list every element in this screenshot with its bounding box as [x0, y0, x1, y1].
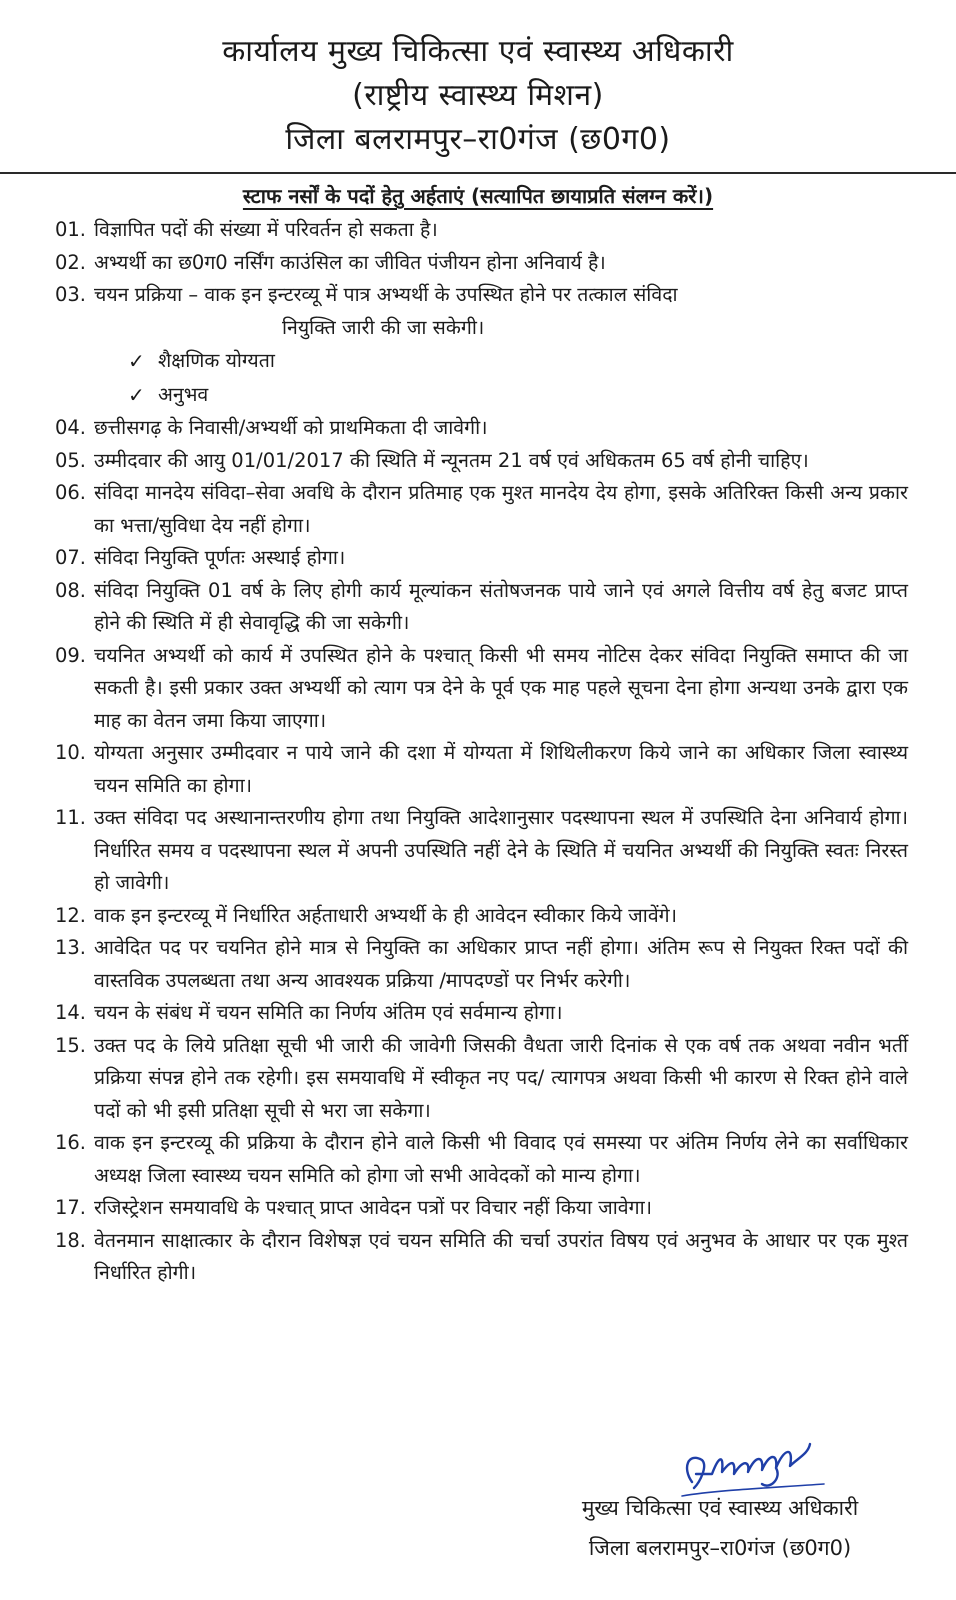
- item-number: 07.: [54, 546, 86, 569]
- item-number: 16.: [54, 1131, 86, 1154]
- office-header: [0, 30, 956, 162]
- check-icon: ✓: [128, 383, 145, 407]
- list-item: [48, 640, 908, 738]
- item-text: चयनित अभ्यर्थी को कार्य में उपस्थित होने के पश्चात् किसी भी समय नोटिस देकर संविदा नियुक्ति समाप्त की जा सकती है। इसी प्रकार उक्त अभ्यर्थी को त्याग पत्र देने के पूर्व एक माह पहले सूचना देना होगा अन्यथा उनके द्वारा एक माह का वेतन जमा किया जाएगा।: [94, 643, 908, 732]
- list-item: [48, 445, 908, 478]
- item-number: 08.: [54, 578, 86, 602]
- item-number: 03.: [54, 283, 86, 306]
- list-item: [48, 477, 908, 542]
- item-number: 01.: [54, 218, 86, 241]
- list-item: [48, 279, 908, 312]
- item-text: आवेदित पद पर चयनित होने मात्र से नियुक्ति का अधिकार प्राप्त नहीं होगा। अंतिम रूप से नियुक्त रिक्त पदों की वास्तविक उपलब्धता तथा अन्य आवश्यक प्रक्रिया /मापदण्डों पर निर्भर करेगी।: [94, 936, 908, 992]
- list-item: [48, 802, 908, 900]
- item-number: 11.: [54, 806, 86, 829]
- item-text: रजिस्ट्रेशन समयावधि के पश्चात् प्राप्त आवेदन पत्रों पर विचार नहीं किया जावेगा।: [94, 1196, 653, 1219]
- office-title: कार्यालय मुख्य चिकित्सा एवं स्वास्थ्य अधिकारी: [222, 34, 734, 69]
- list-item: [48, 997, 908, 1030]
- item-number: 04.: [54, 416, 86, 439]
- district-name: जिला बलरामपुर–रा0गंज (छ0ग0): [285, 122, 671, 157]
- signature-block: [530, 1488, 910, 1568]
- item-number: 05.: [54, 448, 86, 472]
- item-text: संविदा नियुक्ति पूर्णतः अस्थाई होगा।: [94, 546, 346, 569]
- item-text: उम्मीदवार की आयु 01/01/2017 की स्थिति में न्यूनतम 21 वर्ष एवं अधिकतम 65 वर्ष होनी चाहिए।: [94, 448, 809, 472]
- item-number: 12.: [54, 903, 86, 927]
- item-text: वाक इन इन्टरव्यू की प्रक्रिया के दौरान होने वाले किसी भी विवाद एवं समस्या पर अंतिम निर्णय लेने का सर्वाधिकार अध्यक्ष जिला स्वास्थ्य चयन समिति को होगा जो सभी आवेदकों को मान्य होगा।: [94, 1131, 908, 1187]
- item-number: 15.: [54, 1033, 86, 1057]
- list-item: [48, 412, 908, 445]
- list-item: [48, 542, 908, 575]
- item-text: अभ्यर्थी का छ0ग0 नर्सिंग काउंसिल का जीवित पंजीयन होना अनिवार्य है।: [94, 250, 606, 274]
- item-text: चयन के संबंध में चयन समिति का निर्णय अंतिम एवं सर्वमान्य होगा।: [94, 1001, 563, 1024]
- item-number: 17.: [54, 1196, 86, 1219]
- checklist-text: अनुभव: [158, 383, 209, 406]
- list-item: [48, 247, 908, 280]
- item-number: 10.: [54, 741, 86, 764]
- mission-name: (राष्ट्रीय स्वास्थ्य मिशन): [352, 78, 604, 113]
- qualification-list: [48, 214, 908, 1290]
- item-text: योग्यता अनुसार उम्मीदवार न पाये जाने की दशा में योग्यता में शिथिलीकरण किये जाने का अधिकार जिला स्वास्थ्य चयन समिति का होगा।: [94, 741, 908, 797]
- item-text: वेतनमान साक्षात्कार के दौरान विशेषज्ञ एवं चयन समिति की चर्चा उपरांत विषय एवं अनुभव के आधार पर एक मुश्त निर्धारित होगी।: [94, 1228, 908, 1284]
- list-item-continuation: [48, 312, 908, 345]
- item-number: 06.: [54, 481, 86, 504]
- item-number: 18.: [54, 1228, 86, 1252]
- header-divider: [0, 172, 956, 174]
- signatory-title: मुख्य चिकित्सा एवं स्वास्थ्य अधिकारी: [581, 1496, 859, 1520]
- checklist-text: शैक्षणिक योग्यता: [158, 349, 275, 372]
- item-text: वाक इन इन्टरव्यू में निर्धारित अर्हताधारी अभ्यर्थी के ही आवेदन स्वीकार किये जावेंगे।: [94, 903, 678, 927]
- document-subheading: [0, 182, 956, 210]
- signatory-place: जिला बलरामपुर–रा0गंज (छ0ग0): [588, 1536, 852, 1560]
- item-text: उक्त संविदा पद अस्थानान्तरणीय होगा तथा नियुक्ति आदेशानुसार पदस्थापना स्थल में उपस्थिति देना अनिवार्य होगा। निर्धारित समय व पदस्थापना स्थल में अपनी उपस्थिति नहीं देने के स्थिति में चयनित अभ्यर्थी की नियुक्ति स्वतः निरस्त हो जावेगी।: [94, 806, 908, 894]
- item-number: 13.: [54, 936, 86, 959]
- item-text: नियुक्ति जारी की जा सकेगी।: [282, 315, 485, 339]
- list-item: [48, 575, 908, 640]
- subheading-text: स्टाफ नर्सों के पदों हेतु अर्हताएं (सत्यापित छायाप्रति संलग्न करें।): [242, 184, 714, 208]
- item-text: विज्ञापित पदों की संख्या में परिवर्तन हो सकता है।: [94, 218, 438, 241]
- item-number: 09.: [54, 643, 86, 667]
- item-text: संविदा नियुक्ति 01 वर्ष के लिए होगी कार्य मूल्यांकन संतोषजनक पाये जाने एवं अगले वित्तीय वर्ष हेतु बजट प्राप्त होने की स्थिति में ही सेवावृद्धि की जा सकेगी।: [94, 578, 908, 634]
- list-item: [48, 214, 908, 247]
- list-item: [48, 1192, 908, 1225]
- checklist-item: [48, 378, 908, 412]
- item-text: छत्तीसगढ़ के निवासी/अभ्यर्थी को प्राथमिकता दी जावेगी।: [94, 416, 488, 439]
- item-text: उक्त पद के लिये प्रतिक्षा सूची भी जारी की जावेगी जिसकी वैधता जारी दिनांक से एक वर्ष तक अथवा नवीन भर्ती प्रक्रिया संपन्न होने तक रहेगी। इस समयावधि में स्वीकृत नए पद/ त्यागपत्र अथवा किसी भी कारण से रिक्त होने वाले पदों को भी इसी प्रतिक्षा सूची से भरा जा सकेगा।: [94, 1033, 908, 1122]
- list-item: [48, 900, 908, 933]
- list-item: [48, 932, 908, 997]
- item-number: 02.: [54, 250, 86, 274]
- item-text: संविदा मानदेय संविदा–सेवा अवधि के दौरान प्रतिमाह एक मुश्त मानदेय देय होगा, इसके अतिरिक्त किसी अन्य प्रकार का भत्ता/सुविधा देय नहीं होगा।: [94, 481, 908, 537]
- list-item: [48, 1030, 908, 1128]
- list-item: [48, 737, 908, 802]
- checklist-item: [48, 344, 908, 378]
- check-icon: ✓: [128, 349, 145, 373]
- list-item: [48, 1127, 908, 1192]
- item-text: चयन प्रक्रिया – वाक इन इन्टरव्यू में पात्र अभ्यर्थी के उपस्थित होने पर तत्काल संविदा: [94, 283, 678, 306]
- list-item: [48, 1225, 908, 1290]
- item-number: 14.: [54, 1001, 86, 1024]
